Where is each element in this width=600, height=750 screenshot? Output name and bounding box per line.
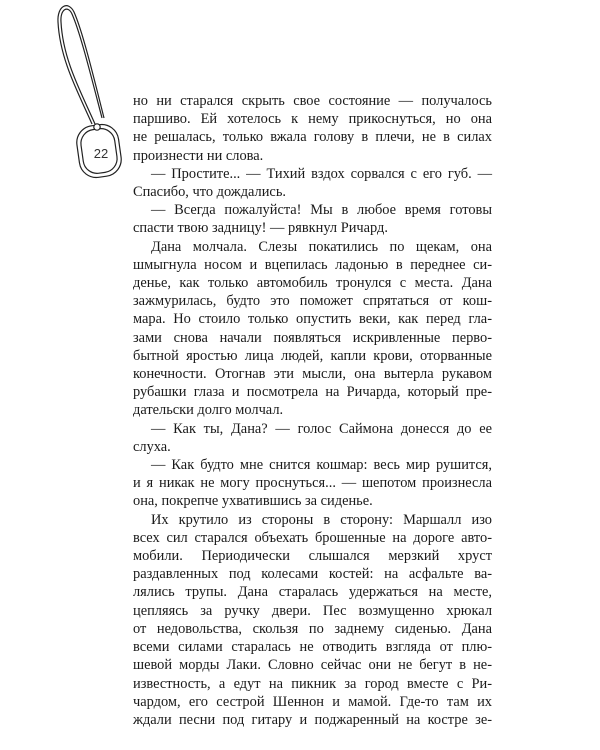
text-line: от недовольства, скользя по заднему сиденью. Дана (133, 620, 492, 637)
body-text (133, 92, 492, 729)
text-line: раздавленных под колесами костей: на асфальте ва- (133, 566, 492, 583)
text-line: слуха. (133, 438, 171, 455)
text-line: конечности. Отогнав эти мысли, она вытерла рукавом (133, 366, 492, 383)
text-line: но ни старался скрыть свое состояние — получалось (133, 93, 492, 109)
text-line: всеми силами старалась не отводить взгляда от плю- (133, 639, 492, 656)
text-line: произнести ни слова. (133, 147, 264, 164)
text-line: паршиво. Ей хотелось к нему прикоснуться, но она (133, 111, 492, 128)
text-line: Спасибо, что дождались. (133, 184, 286, 201)
text-line: чардом, его сестрой Шеннон и мамой. Где-то там их (133, 693, 492, 710)
page-number: 22 (93, 146, 109, 161)
text-line: спасти твою задницу! — рявкнул Ричард. (133, 220, 388, 237)
text-line: зами снова начали появляться искривленные перво- (133, 329, 492, 346)
text-line: она, покрепче ухватившись за сиденье. (133, 493, 373, 510)
text-line: лялись трупы. Дана старалась удержаться на месте, (133, 584, 492, 601)
text-line: мобили. Периодически слышался мерзкий хруст (133, 548, 492, 565)
text-line: — Как ты, Дана? — голос Саймона донесся до ее (151, 420, 492, 437)
text-line: мара. Но стоило только опустить веки, как перед гла- (133, 311, 492, 328)
text-line: зажмурилась, будто это поможет спрятаться от кош- (133, 293, 492, 310)
text-line: шмыгнула носом и вцепилась ладонью в переднее си- (133, 256, 492, 273)
text-line: денье, как только автомобиль тронулся с места. Дана (133, 275, 492, 292)
text-line: — Простите... — Тихий вздох сорвался с его губ. — (151, 165, 492, 182)
text-line: Их крутило из стороны в сторону: Маршалл изо (151, 511, 492, 528)
text-line: бытной яростью лица людей, капли крови, оторванные (133, 347, 492, 364)
text-line: ждали песни под гитару и поджаренный на костре зе- (133, 711, 492, 728)
text-line: шевой морды Лаки. Словно сейчас они не бегут в не- (133, 657, 492, 674)
text-line: известность, а едут на пикник за город вместе с Ри- (133, 675, 492, 692)
text-line: — Всегда пожалуйста! Мы в любое время готовы (151, 202, 492, 219)
text-line: — Как будто мне снится кошмар: весь мир рушится, (151, 457, 492, 474)
text-line: всех сил старался объехать брошенные на дороге авто- (133, 529, 492, 546)
chain-icon (58, 6, 104, 124)
text-line: рубашки глаза и посмотрела на Ричарда, который пре- (133, 384, 492, 401)
text-line: не решалась, только вжала голову в плечи, не в силах (133, 129, 492, 146)
text-line: дательски долго молчал. (133, 402, 284, 419)
text-line: Дана молчала. Слезы покатились по щекам, она (151, 238, 492, 255)
text-line: цепляясь за ручку двери. Пес возмущенно хрюкал (133, 602, 492, 619)
text-line: и я никак не могу проснуться... — шепотом произнесла (133, 475, 492, 492)
